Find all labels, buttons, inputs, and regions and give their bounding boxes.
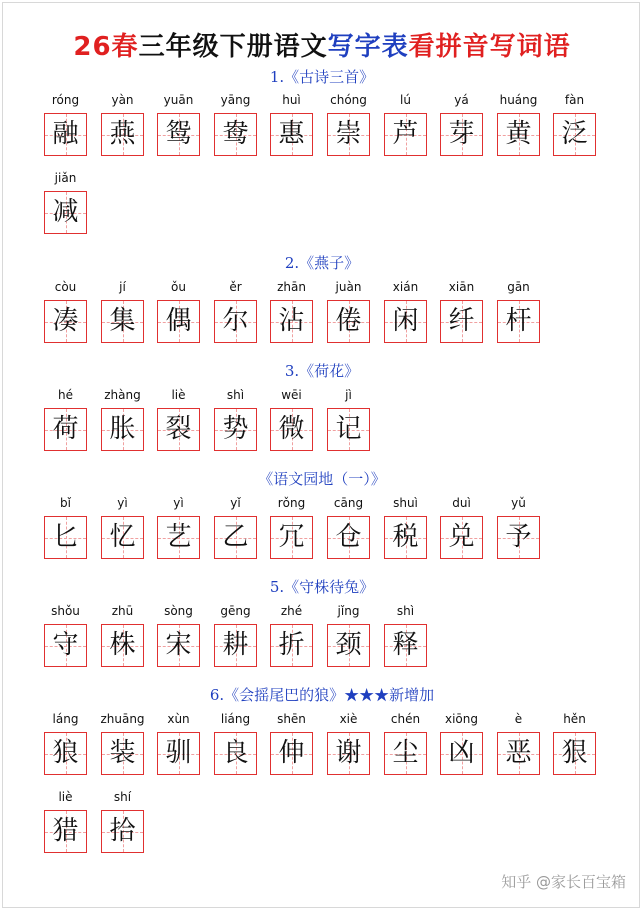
- hanzi-character: 偶: [165, 306, 192, 336]
- pinyin-label: gān: [507, 280, 530, 294]
- hanzi-character: 势: [222, 414, 249, 444]
- tian-grid-box: [157, 408, 200, 451]
- character-cell: [157, 93, 200, 157]
- pinyin-label: ǒu: [171, 280, 186, 294]
- character-cell: [553, 93, 596, 157]
- pinyin-label: shì: [226, 388, 245, 402]
- character-cell: [327, 280, 370, 344]
- hanzi-character: 税: [392, 522, 419, 552]
- hanzi-character: 艺: [165, 522, 192, 552]
- hanzi-character: 裂: [165, 414, 192, 444]
- character-cell: [384, 280, 427, 344]
- section-title: 3.《荷花》: [284, 362, 360, 380]
- pinyin-label: zhé: [280, 604, 303, 618]
- tian-grid-box: [327, 300, 370, 343]
- tian-grid-box: [270, 516, 313, 559]
- tian-grid-box: [157, 300, 200, 343]
- hanzi-character: 尘: [392, 738, 419, 768]
- tian-grid-box: [440, 516, 483, 559]
- hanzi-character: 乙: [222, 522, 249, 552]
- pinyin-label: còu: [54, 280, 77, 294]
- character-cell: [157, 388, 200, 452]
- hanzi-character: 耕: [222, 630, 249, 660]
- tian-grid-box: [44, 191, 87, 234]
- pinyin-label: xùn: [167, 712, 190, 726]
- pinyin-label: fàn: [564, 93, 585, 107]
- tian-grid-box: [214, 624, 257, 667]
- pinyin-label: láng: [52, 712, 79, 726]
- character-cell: [327, 388, 370, 452]
- hanzi-character: 鸯: [222, 119, 249, 149]
- character-cell: [440, 280, 483, 344]
- pinyin-label: liáng: [220, 712, 251, 726]
- pinyin-label: zhān: [277, 280, 306, 294]
- section-title: 《语文园地（一）》: [258, 470, 386, 488]
- character-cell: [101, 712, 144, 776]
- character-cell: [214, 280, 257, 344]
- character-cell: [327, 712, 370, 776]
- tian-grid-box: [44, 732, 87, 775]
- character-cell: [327, 496, 370, 560]
- pinyin-label: yāng: [220, 93, 251, 107]
- hanzi-character: 冗: [278, 522, 305, 552]
- character-cell: [440, 496, 483, 560]
- pinyin-label: liè: [171, 388, 186, 402]
- hanzi-character: 胀: [109, 414, 136, 444]
- pinyin-label: wēi: [281, 388, 302, 402]
- pinyin-label: è: [514, 712, 523, 726]
- hanzi-character: 折: [278, 630, 305, 660]
- character-cell: [157, 604, 200, 668]
- character-cell: [157, 496, 200, 560]
- character-cell: [44, 171, 87, 235]
- hanzi-character: 拾: [109, 816, 136, 846]
- pinyin-label: hěn: [563, 712, 586, 726]
- character-cell: [270, 496, 313, 560]
- title-part: 26春: [73, 32, 139, 62]
- character-cell: [440, 93, 483, 157]
- tian-grid-box: [270, 300, 313, 343]
- character-cell: [553, 712, 596, 776]
- character-cell: [214, 712, 257, 776]
- tian-grid-box: [157, 732, 200, 775]
- hanzi-character: 集: [109, 306, 136, 336]
- pinyin-label: yuān: [163, 93, 194, 107]
- tian-grid-box: [497, 732, 540, 775]
- character-cell: [384, 712, 427, 776]
- hanzi-character: 崇: [335, 119, 362, 149]
- pinyin-label: duì: [452, 496, 471, 510]
- hanzi-character: 融: [52, 119, 79, 149]
- tian-grid-box: [157, 624, 200, 667]
- tian-grid-box: [384, 300, 427, 343]
- hanzi-character: 纤: [448, 306, 475, 336]
- page-frame: [2, 2, 640, 908]
- pinyin-label: yǐ: [230, 496, 241, 510]
- hanzi-character: 装: [109, 738, 136, 768]
- hanzi-character: 芦: [392, 119, 419, 149]
- pinyin-label: jí: [119, 280, 126, 294]
- pinyin-label: juàn: [335, 280, 362, 294]
- hanzi-character: 伸: [278, 738, 305, 768]
- tian-grid-box: [214, 408, 257, 451]
- character-cell: [101, 790, 144, 854]
- hanzi-character: 匕: [52, 522, 79, 552]
- hanzi-character: 倦: [335, 306, 362, 336]
- hanzi-character: 忆: [109, 522, 136, 552]
- pinyin-label: gēng: [220, 604, 251, 618]
- hanzi-character: 荷: [52, 414, 79, 444]
- pinyin-label: xián: [392, 280, 419, 294]
- hanzi-character: 兑: [448, 522, 475, 552]
- character-cell: [270, 280, 313, 344]
- hanzi-character: 宋: [165, 630, 192, 660]
- pinyin-label: chóng: [330, 93, 367, 107]
- tian-grid-box: [101, 516, 144, 559]
- pinyin-label: zhū: [111, 604, 134, 618]
- tian-grid-box: [44, 300, 87, 343]
- hanzi-character: 芽: [448, 119, 475, 149]
- hanzi-character: 泛: [561, 119, 588, 149]
- character-cell: [214, 93, 257, 157]
- pinyin-label: shí: [113, 790, 132, 804]
- pinyin-label: jì: [345, 388, 352, 402]
- pinyin-label: yì: [173, 496, 184, 510]
- tian-grid-box: [44, 624, 87, 667]
- character-cell: [101, 388, 144, 452]
- hanzi-character: 沾: [278, 306, 305, 336]
- section-title: 5.《守株待兔》: [269, 578, 375, 596]
- character-cell: [327, 604, 370, 668]
- pinyin-label: hé: [58, 388, 73, 402]
- character-cell: [384, 93, 427, 157]
- tian-grid-box: [101, 732, 144, 775]
- hanzi-character: 记: [335, 414, 362, 444]
- hanzi-character: 驯: [165, 738, 192, 768]
- pinyin-label: lú: [400, 93, 411, 107]
- tian-grid-box: [270, 732, 313, 775]
- tian-grid-box: [270, 113, 313, 156]
- character-cell: [327, 93, 370, 157]
- character-cell: [44, 712, 87, 776]
- tian-grid-box: [384, 624, 427, 667]
- tian-grid-box: [44, 408, 87, 451]
- tian-grid-box: [384, 516, 427, 559]
- tian-grid-box: [440, 300, 483, 343]
- tian-grid-box: [101, 300, 144, 343]
- tian-grid-box: [270, 408, 313, 451]
- character-cell: [214, 388, 257, 452]
- pinyin-label: cāng: [333, 496, 364, 510]
- pinyin-label: rǒng: [277, 496, 306, 510]
- tian-grid-box: [553, 732, 596, 775]
- hanzi-character: 闲: [392, 306, 419, 336]
- pinyin-label: xiè: [339, 712, 358, 726]
- pinyin-label: yá: [454, 93, 469, 107]
- tian-grid-box: [44, 113, 87, 156]
- page-title: [0, 26, 644, 63]
- tian-grid-box: [497, 113, 540, 156]
- hanzi-character: 良: [222, 738, 249, 768]
- tian-grid-box: [214, 516, 257, 559]
- tian-grid-box: [214, 300, 257, 343]
- tian-grid-box: [270, 624, 313, 667]
- tian-grid-box: [384, 732, 427, 775]
- hanzi-character: 黄: [505, 119, 532, 149]
- pinyin-label: bǐ: [60, 496, 71, 510]
- tian-grid-box: [327, 516, 370, 559]
- character-cell: [44, 790, 87, 854]
- pinyin-label: shǒu: [51, 604, 80, 618]
- pinyin-label: chén: [390, 712, 421, 726]
- hanzi-character: 谢: [335, 738, 362, 768]
- character-cell: [44, 496, 87, 560]
- character-cell: [270, 604, 313, 668]
- hanzi-character: 燕: [109, 119, 136, 149]
- hanzi-character: 株: [109, 630, 136, 660]
- character-cell: [101, 93, 144, 157]
- character-cell: [384, 604, 427, 668]
- character-cell: [497, 280, 540, 344]
- tian-grid-box: [440, 732, 483, 775]
- section-title: 2.《燕子》: [284, 254, 360, 272]
- hanzi-character: 颈: [335, 630, 362, 660]
- hanzi-character: 凶: [448, 738, 475, 768]
- tian-grid-box: [327, 732, 370, 775]
- hanzi-character: 予: [505, 522, 532, 552]
- watermark: 知乎 @家长百宝箱: [501, 873, 626, 891]
- hanzi-character: 杆: [505, 306, 532, 336]
- tian-grid-box: [214, 732, 257, 775]
- character-cell: [157, 712, 200, 776]
- pinyin-label: yǔ: [511, 496, 526, 510]
- title-part: 三年级下册语文: [138, 32, 328, 62]
- character-cell: [44, 280, 87, 344]
- hanzi-character: 狠: [561, 738, 588, 768]
- hanzi-character: 微: [278, 414, 305, 444]
- character-cell: [101, 280, 144, 344]
- pinyin-label: zhuāng: [100, 712, 145, 726]
- title-part: 看拼音写词语: [408, 32, 571, 62]
- character-cell: [384, 496, 427, 560]
- pinyin-label: jiǎn: [54, 171, 77, 185]
- pinyin-label: yàn: [111, 93, 134, 107]
- tian-grid-box: [157, 516, 200, 559]
- tian-grid-box: [497, 516, 540, 559]
- pinyin-label: ěr: [229, 280, 242, 294]
- tian-grid-box: [553, 113, 596, 156]
- hanzi-character: 猎: [52, 816, 79, 846]
- pinyin-label: shì: [396, 604, 415, 618]
- hanzi-character: 惠: [278, 119, 305, 149]
- hanzi-character: 减: [52, 197, 79, 227]
- tian-grid-box: [214, 113, 257, 156]
- character-cell: [270, 93, 313, 157]
- hanzi-character: 仓: [335, 522, 362, 552]
- hanzi-character: 释: [392, 630, 419, 660]
- pinyin-label: sòng: [164, 604, 193, 618]
- tian-grid-box: [157, 113, 200, 156]
- hanzi-character: 狼: [52, 738, 79, 768]
- character-cell: [44, 604, 87, 668]
- pinyin-label: huáng: [499, 93, 538, 107]
- character-cell: [270, 388, 313, 452]
- character-cell: [157, 280, 200, 344]
- pinyin-label: shēn: [277, 712, 306, 726]
- tian-grid-box: [497, 300, 540, 343]
- tian-grid-box: [101, 113, 144, 156]
- tian-grid-box: [327, 408, 370, 451]
- hanzi-character: 鸳: [165, 119, 192, 149]
- tian-grid-box: [327, 113, 370, 156]
- character-cell: [101, 604, 144, 668]
- tian-grid-box: [440, 113, 483, 156]
- character-cell: [44, 93, 87, 157]
- character-cell: [44, 388, 87, 452]
- pinyin-label: liè: [58, 790, 73, 804]
- tian-grid-box: [44, 810, 87, 853]
- pinyin-label: huì: [282, 93, 301, 107]
- pinyin-label: jǐng: [337, 604, 360, 618]
- character-cell: [214, 604, 257, 668]
- tian-grid-box: [44, 516, 87, 559]
- pinyin-label: xiān: [448, 280, 475, 294]
- hanzi-character: 凑: [52, 306, 79, 336]
- tian-grid-box: [101, 408, 144, 451]
- title-part: 写字表: [327, 32, 409, 62]
- character-cell: [497, 712, 540, 776]
- character-cell: [270, 712, 313, 776]
- hanzi-character: 守: [52, 630, 79, 660]
- tian-grid-box: [101, 624, 144, 667]
- section-title: 1.《古诗三首》: [269, 68, 375, 86]
- pinyin-label: xiōng: [445, 712, 478, 726]
- tian-grid-box: [327, 624, 370, 667]
- hanzi-character: 恶: [505, 738, 532, 768]
- pinyin-label: róng: [51, 93, 80, 107]
- character-cell: [497, 496, 540, 560]
- hanzi-character: 尔: [222, 306, 249, 336]
- character-cell: [214, 496, 257, 560]
- character-cell: [497, 93, 540, 157]
- tian-grid-box: [384, 113, 427, 156]
- character-cell: [101, 496, 144, 560]
- tian-grid-box: [101, 810, 144, 853]
- pinyin-label: yì: [117, 496, 128, 510]
- section-title: 6.《会摇尾巴的狼》★★★新增加: [209, 686, 435, 704]
- character-cell: [440, 712, 483, 776]
- pinyin-label: zhàng: [104, 388, 141, 402]
- pinyin-label: shuì: [393, 496, 418, 510]
